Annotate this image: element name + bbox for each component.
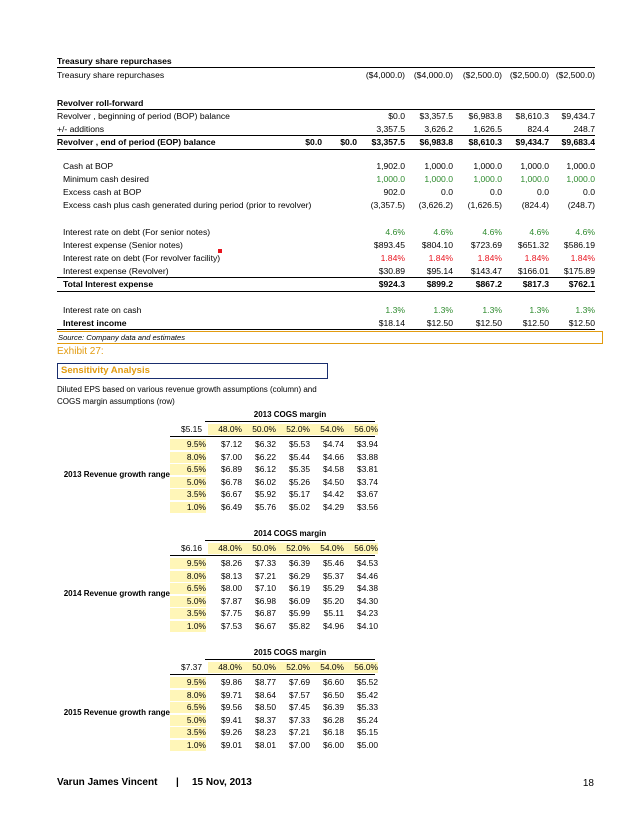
value-cell: $8,610.3: [515, 111, 549, 121]
eps-cell: $6.89: [221, 464, 242, 474]
eps-cell: $7.10: [255, 583, 276, 593]
eps-cell: $5.92: [255, 489, 276, 499]
value-cell: $899.2: [426, 279, 453, 289]
value-cell: 0.0: [490, 187, 502, 197]
eps-cell: $7.21: [255, 570, 276, 581]
value-cell: $30.89: [378, 266, 405, 276]
growth-rate-cell: 8.0%: [170, 690, 206, 701]
value-cell: 1,000.0: [520, 161, 549, 171]
cogs-margin-header-cell: 50.0%: [242, 543, 276, 554]
cogs-margin-header-cell: 48.0%: [208, 662, 242, 673]
value-cell: 1,902.0: [376, 161, 405, 171]
eps-cell: $8.77: [255, 677, 276, 687]
value-cell: $9,434.7: [515, 137, 549, 147]
eps-cell: $3.94: [357, 439, 378, 449]
value-cell: $586.19: [563, 240, 595, 250]
exp-revolver-label: Interest expense (Revolver): [63, 266, 169, 276]
eps-cell: $6.32: [255, 439, 276, 449]
value-cell: $817.3: [522, 279, 549, 289]
cogs-margin-header-cell: 52.0%: [276, 662, 310, 673]
value-cell: $166.01: [517, 266, 549, 276]
eps-cell: $4.53: [357, 558, 378, 568]
value-cell: 1.3%: [385, 305, 405, 315]
value-cell: 1,000.0: [424, 161, 453, 171]
value-cell: $804.10: [421, 240, 453, 250]
value-cell: $867.2: [475, 279, 502, 289]
value-cell: ($2,500.0): [462, 70, 502, 80]
base-eps: $7.37: [181, 662, 202, 672]
eps-cell: $7.87: [221, 595, 242, 606]
value-cell: (3,357.5): [370, 200, 405, 210]
base-eps: $6.16: [181, 543, 202, 553]
eps-cell: $7.45: [289, 702, 310, 712]
divider: [57, 109, 595, 110]
eps-cell: $3.88: [357, 451, 378, 462]
eps-cell: $4.10: [357, 620, 378, 631]
growth-rate-cell: 1.0%: [170, 740, 206, 751]
cogs-margin-header-cell: 54.0%: [310, 543, 344, 554]
divider: [205, 421, 375, 422]
value-cell: $95.14: [426, 266, 453, 276]
eps-cell: $5.15: [357, 727, 378, 737]
value-cell: 1,000.0: [424, 174, 453, 184]
value-cell: $12.50: [522, 318, 549, 328]
eps-cell: $4.29: [323, 501, 344, 512]
eps-cell: $3.56: [357, 501, 378, 512]
eps-cell: $5.29: [323, 583, 344, 593]
eps-cell: $5.20: [323, 595, 344, 606]
divider: [170, 555, 375, 556]
cogs-margin-header: 2014 COGS margin: [253, 529, 327, 538]
eps-cell: $5.17: [289, 489, 310, 499]
footer-date: 15 Nov, 2013: [192, 777, 252, 788]
eps-cell: $5.46: [323, 558, 344, 568]
value-cell: $175.89: [563, 266, 595, 276]
growth-rate-cell: 9.5%: [170, 677, 206, 688]
eps-cell: $7.00: [221, 451, 242, 462]
value-cell: $3,357.5: [371, 137, 405, 147]
value-cell: 0.0: [441, 187, 453, 197]
eps-cell: $3.74: [357, 476, 378, 487]
eps-cell: $4.23: [357, 608, 378, 618]
eps-cell: $7.53: [221, 620, 242, 631]
eps-cell: $6.67: [221, 489, 242, 499]
eps-cell: $6.18: [323, 727, 344, 737]
value-cell: 902.0: [383, 187, 405, 197]
treasury-row-label: Treasury share repurchases: [57, 70, 165, 80]
eps-cell: $8.37: [255, 714, 276, 725]
value-cell: 1,000.0: [473, 161, 502, 171]
rate-revolver-label: Interest rate on debt (For revolver facility): [63, 253, 221, 263]
cash-excess-gen-label: Excess cash plus cash generated during period (prior to revolver): [63, 200, 312, 210]
value-cell: ($2,500.0): [509, 70, 549, 80]
eps-cell: $5.99: [289, 608, 310, 618]
eps-cell: $6.29: [289, 570, 310, 581]
footer-author: Varun James Vincent: [57, 777, 158, 788]
rate-senior-label: Interest rate on debt (For senior notes): [63, 227, 211, 237]
value-cell: 4.6%: [385, 227, 405, 237]
growth-rate-cell: 8.0%: [170, 452, 206, 463]
rate-cash-label: Interest rate on cash: [63, 305, 142, 315]
eps-cell: $4.46: [357, 570, 378, 581]
eps-cell: $5.33: [357, 702, 378, 712]
growth-rate-cell: 6.5%: [170, 464, 206, 475]
eps-cell: $5.37: [323, 570, 344, 581]
cogs-margin-header-cell: 52.0%: [276, 424, 310, 435]
value-cell: (1,626.5): [467, 200, 502, 210]
eps-cell: $6.87: [255, 608, 276, 618]
eps-cell: $9.01: [221, 739, 242, 750]
eps-cell: $4.42: [323, 489, 344, 499]
eps-cell: $4.38: [357, 583, 378, 593]
cash-bop-label: Cash at BOP: [63, 161, 114, 171]
comment-marker-icon: [218, 249, 222, 253]
value-cell: 248.7: [573, 124, 595, 134]
value-cell: 0.0: [583, 187, 595, 197]
eps-cell: $6.98: [255, 595, 276, 606]
value-cell: $723.69: [470, 240, 502, 250]
eps-cell: $5.00: [357, 739, 378, 750]
revenue-growth-range-label: 2015 Revenue growth range: [63, 708, 170, 718]
eps-cell: $7.33: [255, 558, 276, 568]
cogs-margin-header-cell: 48.0%: [208, 424, 242, 435]
value-cell: 1.84%: [380, 253, 405, 263]
divider: [57, 277, 595, 278]
eps-cell: $8.13: [221, 570, 242, 581]
value-cell: $3,357.5: [419, 111, 453, 121]
value-cell: $762.1: [568, 279, 595, 289]
eps-cell: $8.01: [255, 739, 276, 750]
value-cell: 3,626.2: [424, 124, 453, 134]
eps-cell: $6.02: [255, 476, 276, 487]
value-cell: 4.6%: [482, 227, 502, 237]
eps-cell: $9.86: [221, 677, 242, 687]
cash-min-label: Minimum cash desired: [63, 174, 149, 184]
eps-cell: $8.00: [221, 583, 242, 593]
interest-income-label: Interest income: [63, 318, 127, 328]
value-cell: 1.84%: [570, 253, 595, 263]
eps-cell: $3.81: [357, 464, 378, 474]
value-cell: 3,357.5: [376, 124, 405, 134]
cogs-margin-header-cell: 54.0%: [310, 662, 344, 673]
value-cell: 1.3%: [433, 305, 453, 315]
divider: [57, 67, 595, 68]
value-cell: 4.6%: [433, 227, 453, 237]
eps-cell: $6.60: [323, 677, 344, 687]
eps-cell: $4.74: [323, 439, 344, 449]
value-cell: (248.7): [567, 200, 595, 210]
eps-cell: $6.78: [221, 476, 242, 487]
eps-cell: $5.82: [289, 620, 310, 631]
value-cell: 1.84%: [524, 253, 549, 263]
eps-cell: $6.67: [255, 620, 276, 631]
value-cell: 1,000.0: [566, 161, 595, 171]
value-cell: $12.50: [426, 318, 453, 328]
value-cell: 1.84%: [428, 253, 453, 263]
eps-cell: $6.49: [221, 501, 242, 512]
eps-cell: $9.56: [221, 702, 242, 712]
eps-cell: $4.96: [323, 620, 344, 631]
eps-cell: $6.39: [323, 702, 344, 712]
revolver-add-label: +/- additions: [57, 124, 105, 134]
divider: [205, 540, 375, 541]
source-note: Source: Company data and estimates: [58, 333, 186, 342]
eps-cell: $5.11: [323, 608, 344, 618]
eps-cell: $5.26: [289, 476, 310, 487]
eps-cell: $6.00: [323, 739, 344, 750]
value-cell: $9,434.7: [561, 111, 595, 121]
divider: [57, 135, 595, 136]
eps-cell: $9.41: [221, 714, 242, 725]
cogs-margin-header-cell: 48.0%: [208, 543, 242, 554]
value-cell: $6,983.8: [419, 137, 453, 147]
eps-cell: $8.64: [255, 689, 276, 700]
value-cell: 1,000.0: [376, 174, 405, 184]
value-cell: $143.47: [470, 266, 502, 276]
eps-cell: $7.00: [289, 739, 310, 750]
eps-cell: $6.22: [255, 451, 276, 462]
eps-cell: $5.52: [357, 677, 378, 687]
eps-cell: $4.50: [323, 476, 344, 487]
value-cell: 1.3%: [575, 305, 595, 315]
eps-cell: $6.39: [289, 558, 310, 568]
value-cell: $924.3: [378, 279, 405, 289]
value-cell: $8,610.3: [468, 137, 502, 147]
revolver-eop-label: Revolver , end of period (EOP) balance: [57, 137, 216, 147]
growth-rate-cell: 9.5%: [170, 558, 206, 569]
cogs-margin-header-cell: 56.0%: [344, 543, 378, 554]
eps-cell: $6.19: [289, 583, 310, 593]
eps-cell: $5.44: [289, 451, 310, 462]
divider: [170, 674, 375, 675]
eps-cell: $5.42: [357, 689, 378, 700]
value-cell: $18.14: [378, 318, 405, 328]
value-cell: ($4,000.0): [413, 70, 453, 80]
growth-rate-cell: 3.5%: [170, 489, 206, 500]
divider: [57, 329, 595, 330]
divider: [205, 659, 375, 660]
eps-cell: $7.33: [289, 714, 310, 725]
value-cell: ($4,000.0): [365, 70, 405, 80]
value-cell: 0.0: [537, 187, 549, 197]
exhibit-desc-line1: Diluted EPS based on various revenue growth assumptions (column) and: [57, 385, 317, 394]
cash-excess-label: Excess cash at BOP: [63, 187, 142, 197]
growth-rate-cell: 6.5%: [170, 583, 206, 594]
sensitivity-title: Sensitivity Analysis: [57, 363, 328, 379]
revolver-eop-extra-1: $0.0: [305, 137, 322, 147]
growth-rate-cell: 3.5%: [170, 608, 206, 619]
eps-cell: $6.09: [289, 595, 310, 606]
value-cell: $12.50: [568, 318, 595, 328]
growth-rate-cell: 1.0%: [170, 621, 206, 632]
exhibit-desc-line2: COGS margin assumptions (row): [57, 397, 175, 406]
cogs-margin-header-cell: 54.0%: [310, 424, 344, 435]
divider: [170, 436, 375, 437]
value-cell: (3,626.2): [418, 200, 453, 210]
eps-cell: $6.50: [323, 689, 344, 700]
growth-rate-cell: 1.0%: [170, 502, 206, 513]
value-cell: 1.3%: [482, 305, 502, 315]
eps-cell: $5.35: [289, 464, 310, 474]
eps-cell: $8.26: [221, 558, 242, 568]
revolver-heading: Revolver roll-forward: [57, 98, 144, 108]
revolver-bop-label: Revolver , beginning of period (BOP) balance: [57, 111, 230, 121]
growth-rate-cell: 5.0%: [170, 596, 206, 607]
eps-cell: $9.71: [221, 689, 242, 700]
cogs-margin-header: 2013 COGS margin: [253, 410, 327, 419]
eps-cell: $8.50: [255, 702, 276, 712]
eps-cell: $7.57: [289, 689, 310, 700]
eps-cell: $7.75: [221, 608, 242, 618]
revenue-growth-range-label: 2013 Revenue growth range: [63, 470, 170, 480]
revolver-eop-extra-2: $0.0: [340, 137, 357, 147]
eps-cell: $6.28: [323, 714, 344, 725]
value-cell: $12.50: [475, 318, 502, 328]
cogs-margin-header: 2015 COGS margin: [253, 648, 327, 657]
value-cell: (824.4): [521, 200, 549, 210]
eps-cell: $6.12: [255, 464, 276, 474]
value-cell: 824.4: [527, 124, 549, 134]
base-eps: $5.15: [181, 424, 202, 434]
value-cell: ($2,500.0): [555, 70, 595, 80]
cogs-margin-header-cell: 52.0%: [276, 543, 310, 554]
cogs-margin-header-cell: 56.0%: [344, 662, 378, 673]
eps-cell: $4.30: [357, 595, 378, 606]
value-cell: $6,983.8: [468, 111, 502, 121]
eps-cell: $4.58: [323, 464, 344, 474]
page-number: 18: [582, 778, 594, 789]
cogs-margin-header-cell: 56.0%: [344, 424, 378, 435]
value-cell: $0.0: [388, 111, 405, 121]
growth-rate-cell: 9.5%: [170, 439, 206, 450]
value-cell: 4.6%: [575, 227, 595, 237]
value-cell: 4.6%: [529, 227, 549, 237]
eps-cell: $5.76: [255, 501, 276, 512]
total-interest-label: Total Interest expense: [63, 279, 154, 289]
value-cell: 1.3%: [529, 305, 549, 315]
growth-rate-cell: 3.5%: [170, 727, 206, 738]
eps-cell: $7.12: [221, 439, 242, 449]
eps-cell: $5.02: [289, 501, 310, 512]
footer-separator: |: [176, 777, 179, 788]
cogs-margin-header-cell: 50.0%: [242, 424, 276, 435]
eps-cell: $7.21: [289, 727, 310, 737]
value-cell: $9,683.4: [561, 137, 595, 147]
exhibit-label: Exhibit 27:: [57, 346, 104, 357]
value-cell: 1,000.0: [566, 174, 595, 184]
revenue-growth-range-label: 2014 Revenue growth range: [63, 589, 170, 599]
eps-cell: $5.24: [357, 714, 378, 725]
eps-cell: $3.67: [357, 489, 378, 499]
eps-cell: $9.26: [221, 727, 242, 737]
source-box: [57, 331, 603, 344]
divider: [57, 291, 595, 292]
value-cell: 1.84%: [477, 253, 502, 263]
eps-cell: $5.53: [289, 439, 310, 449]
value-cell: 1,000.0: [473, 174, 502, 184]
eps-cell: $7.69: [289, 677, 310, 687]
cogs-margin-header-cell: 50.0%: [242, 662, 276, 673]
divider: [57, 149, 595, 150]
value-cell: 1,626.5: [473, 124, 502, 134]
eps-cell: $8.23: [255, 727, 276, 737]
eps-cell: $4.66: [323, 451, 344, 462]
exp-senior-label: Interest expense (Senior notes): [63, 240, 183, 250]
growth-rate-cell: 8.0%: [170, 571, 206, 582]
value-cell: $893.45: [373, 240, 405, 250]
value-cell: 1,000.0: [520, 174, 549, 184]
growth-rate-cell: 5.0%: [170, 477, 206, 488]
value-cell: $651.32: [517, 240, 549, 250]
treasury-heading: Treasury share repurchases: [57, 56, 172, 66]
growth-rate-cell: 6.5%: [170, 702, 206, 713]
growth-rate-cell: 5.0%: [170, 715, 206, 726]
